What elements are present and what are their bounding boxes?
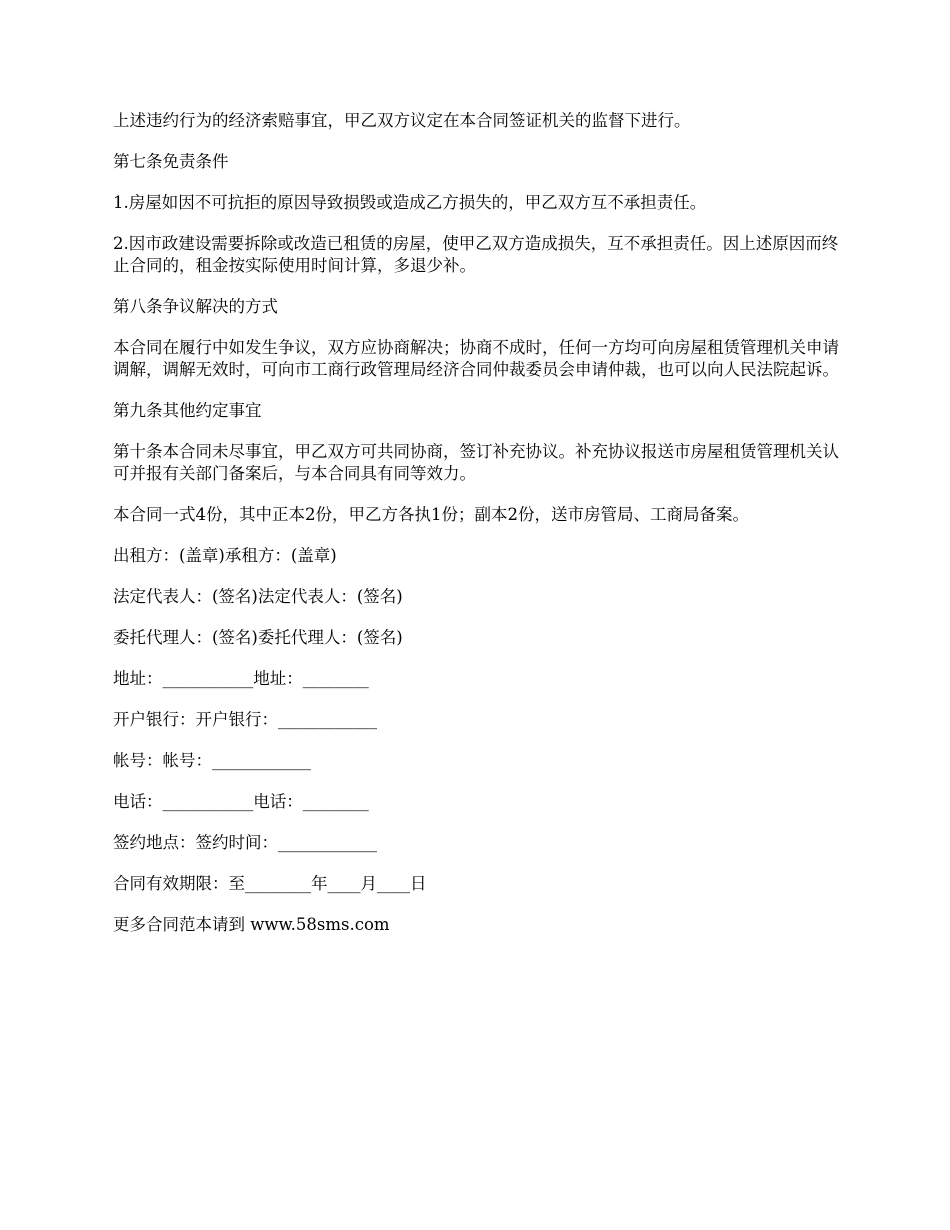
form-line-phone: 电话：___________电话：________ <box>113 792 369 811</box>
form-line-validity: 合同有效期限：至________年____月____日 <box>113 874 427 893</box>
paragraph-breach-compensation: 上述违约行为的经济索赔事宜，甲乙双方议定在本合同签证机关的监督下进行。 <box>113 111 691 130</box>
paragraph-dispute-resolution: 本合同在履行中如发生争议，双方应协商解决；协商不成时，任何一方均可向房屋租赁管理机关申请调解，调解无效时，可向市工商行政管理局经济合同仲裁委员会申请仲裁，也可以向人民法院起诉。 <box>113 338 839 379</box>
form-line-account: 帐号：帐号：____________ <box>113 751 311 770</box>
heading-article-7: 第七条免责条件 <box>113 152 229 171</box>
form-line-signing-place-time: 签约地点：签约时间：____________ <box>113 833 377 852</box>
paragraph-copies: 本合同一式4份，其中正本2份，甲乙方各执1份；副本2份，送市房管局、工商局备案。 <box>113 505 749 524</box>
heading-article-9: 第九条其他约定事宜 <box>113 401 262 420</box>
form-line-bank: 开户银行：开户银行：____________ <box>113 710 377 729</box>
form-line-address: 地址：___________地址：________ <box>113 669 369 688</box>
signature-line-parties: 出租方：(盖章)承租方：(盖章) <box>113 546 337 565</box>
footer-more-templates: 更多合同范本请到 www.58sms.com <box>113 915 390 934</box>
paragraph-article-10: 第十条本合同未尽事宜，甲乙双方可共同协商，签订补充协议。补充协议报送市房屋租赁管理机关认可并报有关部门备案后，与本合同具有同等效力。 <box>113 442 839 483</box>
heading-article-8: 第八条争议解决的方式 <box>113 297 278 316</box>
paragraph-force-majeure: 1.房屋如因不可抗拒的原因导致损毁或造成乙方损失的，甲乙双方互不承担责任。 <box>113 193 707 212</box>
signature-line-agent: 委托代理人：(签名)委托代理人：(签名) <box>113 628 403 647</box>
signature-line-legal-rep: 法定代表人：(签名)法定代表人：(签名) <box>113 587 403 606</box>
document-body <box>113 110 843 955</box>
paragraph-municipal-demolition: 2.因市政建设需要拆除或改造已租赁的房屋，使甲乙双方造成损失，互不承担责任。因上述原因而终止合同的，租金按实际使用时间计算，多退少补。 <box>113 234 839 275</box>
